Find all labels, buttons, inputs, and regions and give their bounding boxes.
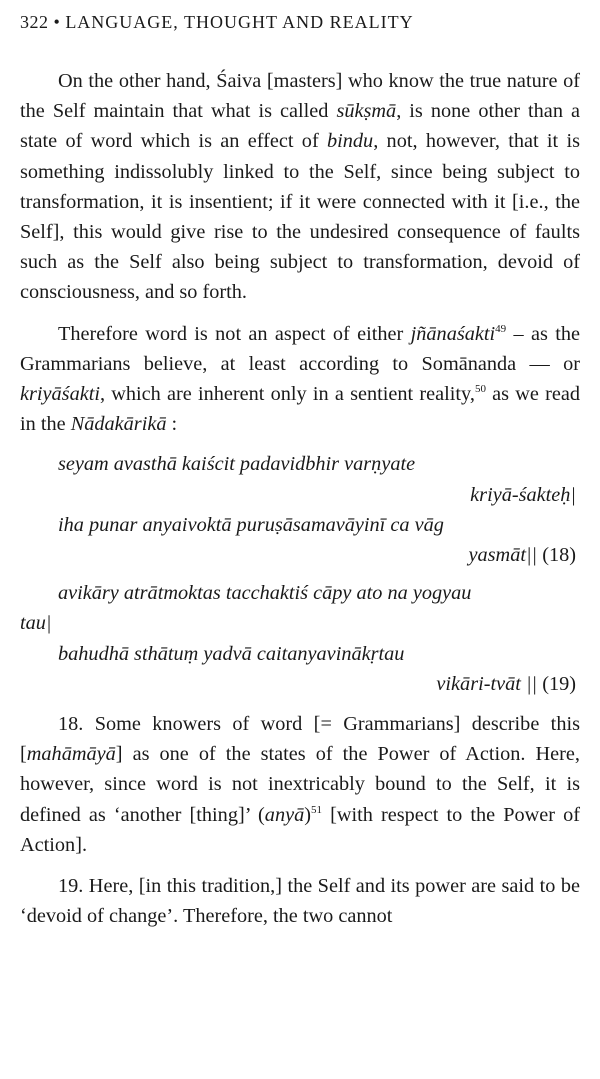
- text-run: On the other hand, Śaiva [masters] who know the true nature of the Self maintain that what is called: [20, 70, 580, 123]
- paragraph-commentary-19: [20, 871, 580, 931]
- footnote-ref-49[interactable]: 49: [495, 322, 507, 335]
- verse-18-line-2-end: [20, 540, 580, 570]
- verse-18-line-2: iha punar anyaivoktā puruṣāsamavāyinī ca vāg: [58, 513, 444, 536]
- footnote-ref-51[interactable]: 51: [311, 803, 322, 816]
- text-run: Therefore word is not an aspect of either: [58, 322, 411, 345]
- term-suksma: sūkṣmā: [336, 100, 397, 123]
- verse-text: yasmāt||: [468, 544, 538, 567]
- verse-19-line-2-end: [20, 669, 580, 699]
- verse-number-18: (18): [542, 544, 576, 567]
- text-run: :: [166, 413, 178, 436]
- page-number: 322: [20, 12, 49, 32]
- running-title: LANGUAGE, THOUGHT AND REALITY: [65, 12, 414, 32]
- verse-18-line-1: seyam avasthā kaiścit padavidbhir varṇyate: [58, 453, 416, 476]
- text-run: [with respect to the Power of Action].: [20, 803, 580, 856]
- verse-19: [20, 578, 580, 699]
- text-run: , not, however, that it is something indissolubly linked to the Self, since being subject to transformation, it is insentient; if it were connected with it [i.e., the Self], this would give rise to the undesired consequence of faults such as the Self also being subject to transformation, devoid of consciousness, and so forth.: [20, 130, 580, 304]
- term-kriyasakti: kriyāśakti: [20, 383, 100, 406]
- text-run: , is none other than a state of word which is an effect of: [20, 100, 580, 153]
- header-bullet: •: [53, 12, 61, 32]
- text-run: , which are inherent only in a sentient reality,: [99, 383, 475, 406]
- term-jnanasakti: jñānaśakti: [410, 322, 496, 345]
- text-run: – as the Grammarians believe, at least according to Somānanda — or: [20, 322, 580, 375]
- text-run: as we read in the: [20, 383, 581, 436]
- text-run: ): [304, 803, 311, 826]
- title-nadakarika: Nādakārikā: [70, 413, 167, 436]
- term-mahamaya: mahāmāyā: [26, 743, 116, 766]
- verse-18-line-1-end: [20, 480, 580, 510]
- text-run: 19. Here, [in this tradition,] the Self and its power are said to be ‘devoid of change’. Therefore, the two cannot: [20, 875, 580, 928]
- verse-19-line-2: bahudhā sthātuṃ yadvā caitanyavinākṛtau: [58, 642, 405, 665]
- paragraph-word-not-aspect: [20, 319, 580, 440]
- paragraph-commentary-18: [20, 709, 580, 860]
- page-body: [20, 66, 580, 931]
- paragraph-saiva-masters: [20, 66, 580, 308]
- verse-19-line-1-cont: tau|: [20, 612, 52, 635]
- term-anya: anyā: [264, 803, 305, 826]
- page-header: [20, 12, 414, 33]
- text-run: 18. Some knowers of word [= Grammarians] describe this [: [20, 713, 580, 766]
- verse-18: [20, 449, 580, 570]
- text-run: ] as one of the states of the Power of Action. Here, however, since word is not inextricably bound to the Self, it is defined as ‘another [thing]’ (: [20, 743, 580, 826]
- verse-text: vikāri-tvāt ||: [436, 672, 538, 695]
- verse-number-19: (19): [542, 672, 576, 695]
- term-bindu: bindu: [326, 130, 374, 153]
- verse-19-line-1: avikāry atrātmoktas tacchaktiś cāpy ato na yogyau: [58, 582, 472, 605]
- footnote-ref-50[interactable]: 50: [474, 383, 486, 396]
- verse-text: kriyā-śakteḥ|: [470, 483, 576, 506]
